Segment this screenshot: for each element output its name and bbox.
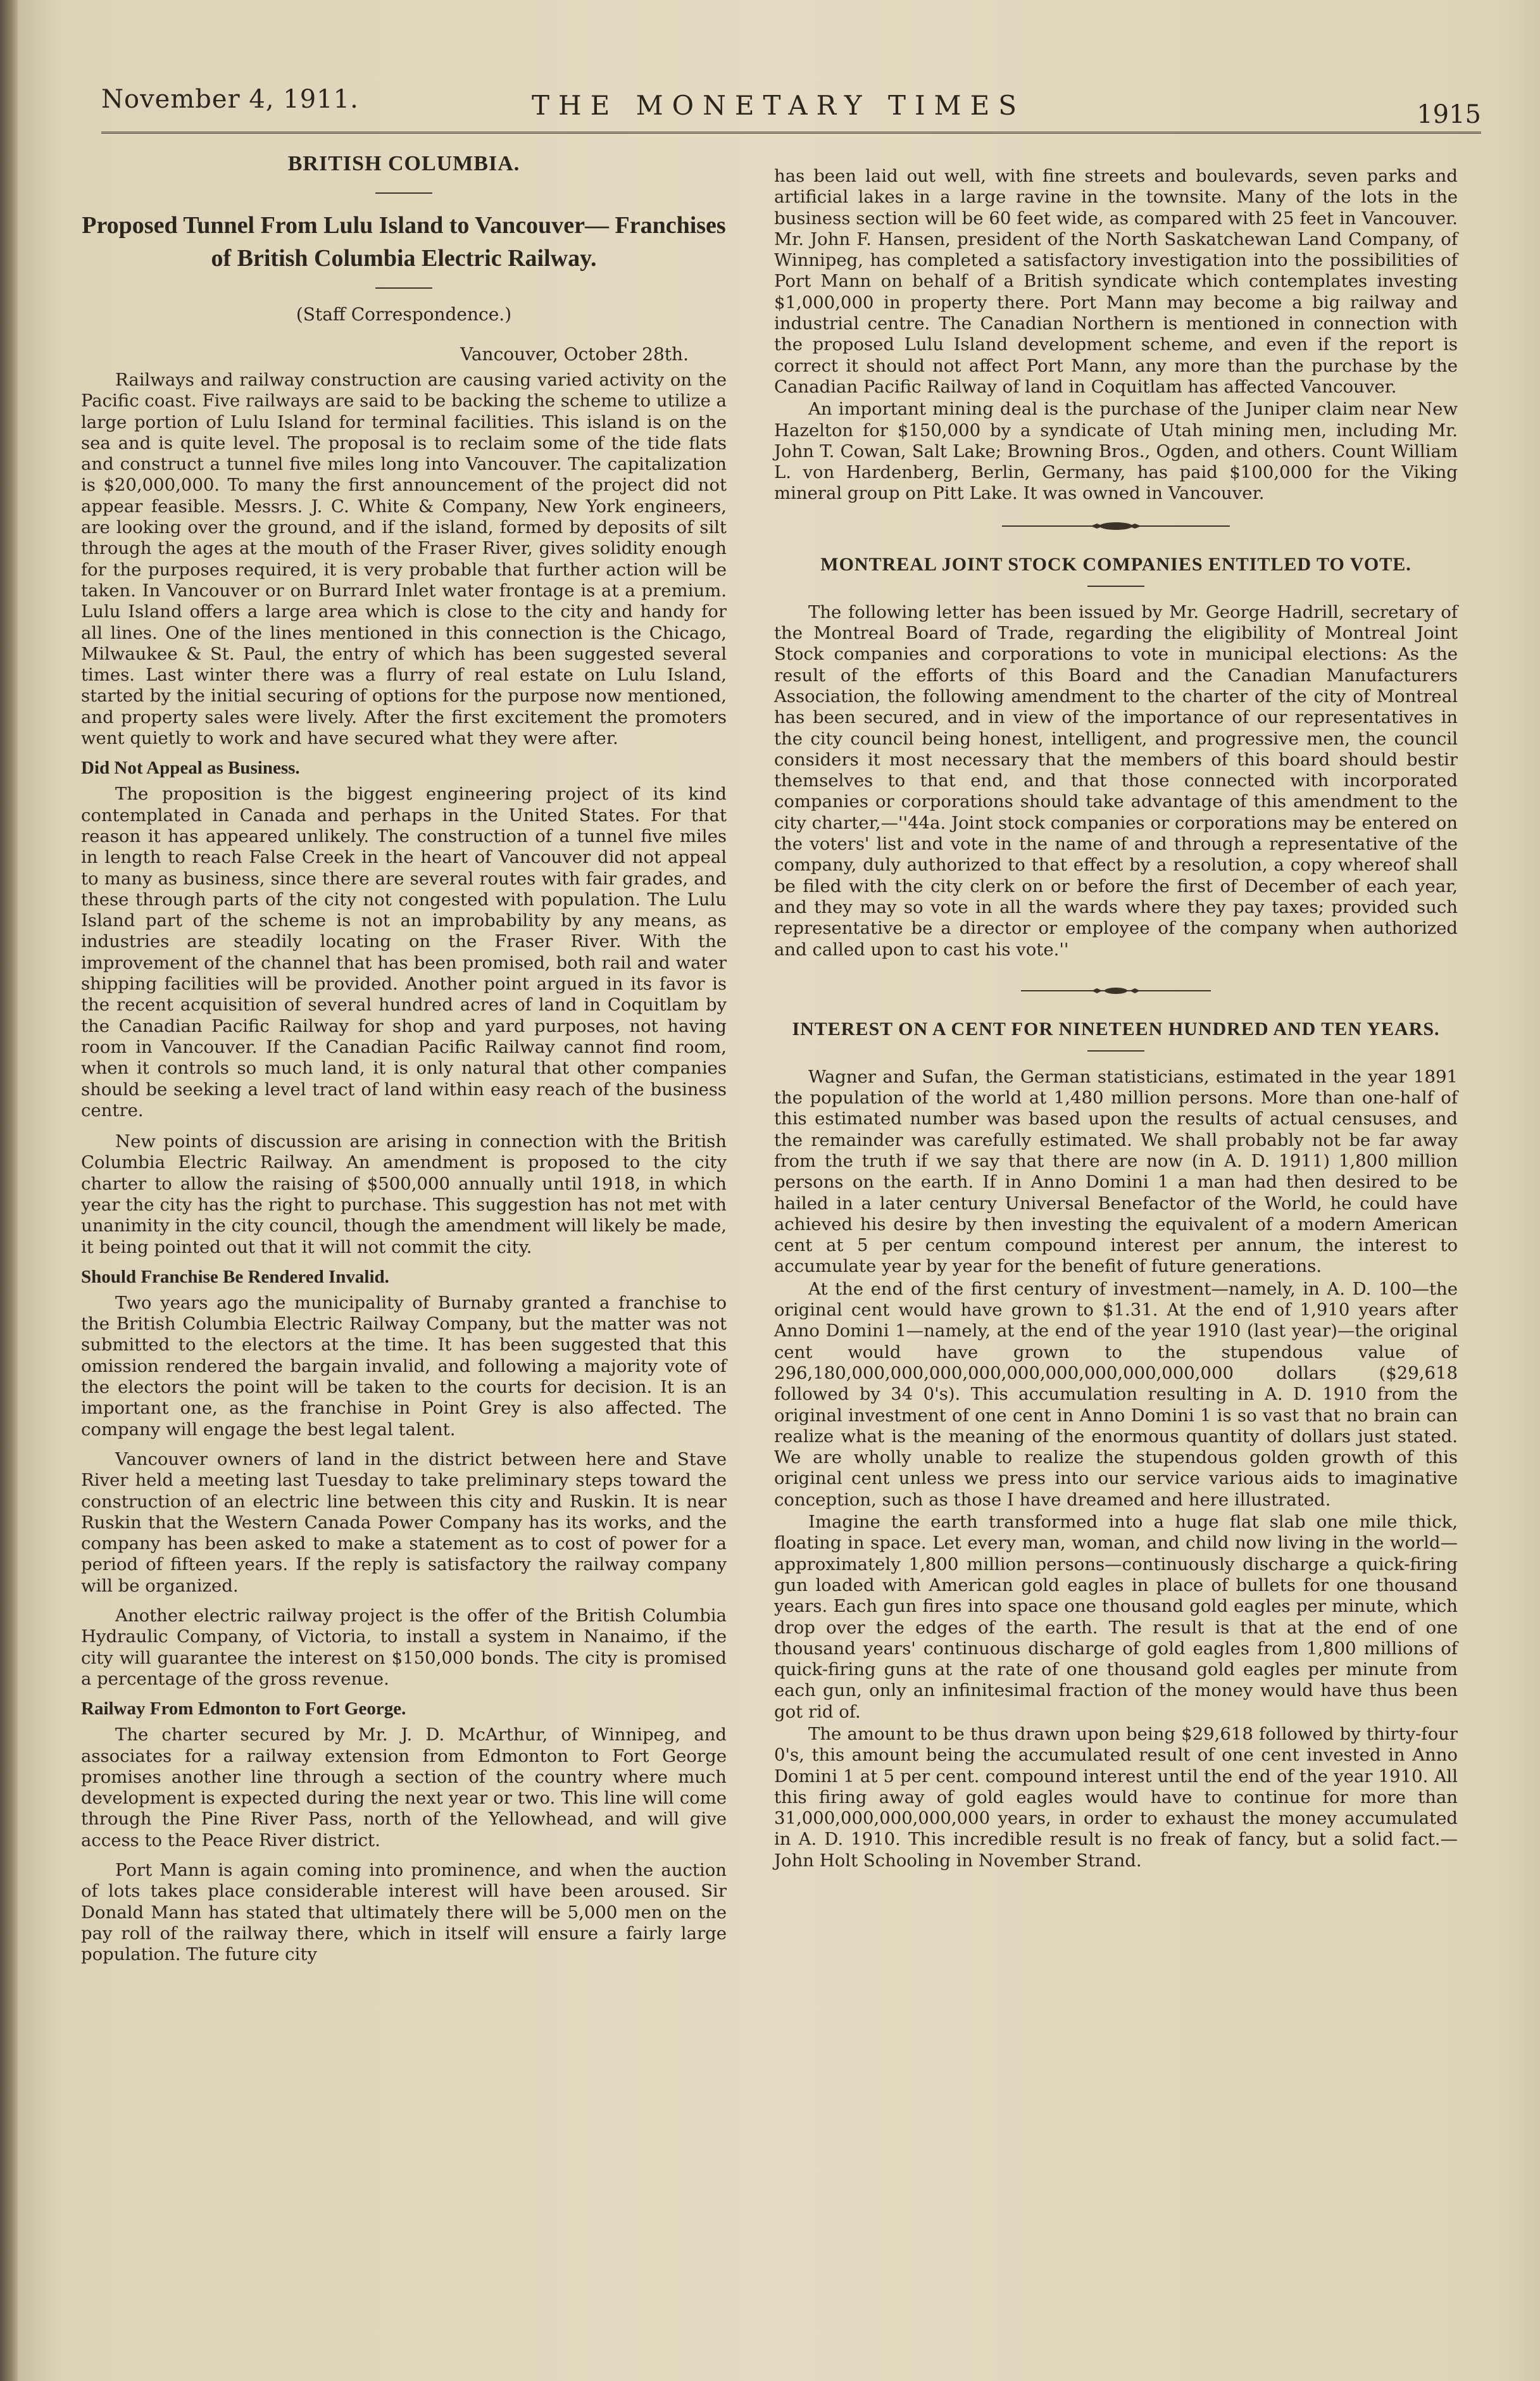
section-title: BRITISH COLUMBIA. [287, 152, 520, 175]
ornament-divider [774, 986, 1458, 996]
binding-shadow [0, 0, 18, 2381]
page-number: 1915 [1417, 100, 1481, 129]
divider [1087, 1050, 1144, 1052]
right-column [774, 166, 1458, 1873]
paragraph: Wagner and Sufan, the German statisticians, estimated in the year 1891 the population of the world at 1,480 million persons. More than one-half of this estimated number was based upon the results of actual censuses, and the remainder was carefully estimated. We shall probably not be far away from the truth if we say that there are now (in A. D. 1911) 1,800 million persons on the earth. If in Anno Domini 1 a man had then desired to be hailed in a later century Universal Benefactor of the World, he could have achieved his desire by then investing the equivalent of a modern American cent at 5 per centum compound interest per annum, the interest to accumulate year by year for the benefit of future generations. [774, 1066, 1458, 1277]
article-title: MONTREAL JOINT STOCK COMPANIES ENTITLED TO VOTE. [820, 553, 1412, 575]
subheading: Did Not Appeal as Business. [81, 758, 300, 779]
masthead [101, 81, 1481, 138]
paragraph: Port Mann is again coming into prominence, and when the auction of lots takes place considerable interest will have been aroused. Sir Donald Mann has stated that ultimately there will be 5,000 men on the pay roll of the railway there, which in itself will ensure a fairly large population. The future city [81, 1860, 727, 1965]
subheading: Railway From Edmonton to Fort George. [81, 1699, 406, 1719]
divider [1087, 586, 1144, 587]
paragraph: Vancouver owners of land in the district between here and Stave River held a meeting last Tuesday to take preliminary steps toward the construction of an electric line between this city and Ruskin. It is near Ruskin that the Western Canada Power Company has its works, and the company has been asked to make a statement as to cost of power for a period of fifteen years. If the reply is satisfactory the railway company will be organized. [81, 1448, 727, 1596]
paragraph: Another electric railway project is the offer of the British Columbia Hydraulic Company, of Victoria, to install a system in Nanaimo, if the city will guarantee the interest on $150,000 bonds. The city is promised a percentage of the gross revenue. [81, 1605, 727, 1689]
issue-date: November 4, 1911. [101, 85, 359, 114]
divider [375, 192, 432, 194]
paragraph: The amount to be thus drawn upon being $29,618 followed by thirty-four 0's, this amount being the accumulated result of one cent invested in Anno Domini 1 at 5 per cent. compound interest until the end of the year 1910. All this firing away of gold eagles would have to continue for more than 31,000,000,000,000,000 years, in order to exhaust the money accumulated in A. D. 1910. This incredible result is no freak of fancy, but a solid fact.—John Holt Schooling in November Strand. [774, 1724, 1458, 1871]
paragraph: Two years ago the municipality of Burnaby granted a franchise to the British Columbia Electric Railway Company, but the matter was not submitted to the electors at the time. It has been suggested that this omission rendered the bargain invalid, and following a majority vote of the electors the point will be taken to the courts for decision. It is an important one, as the franchise in Point Grey is also affected. The company will engage the best legal talent. [81, 1292, 727, 1440]
dateline: Vancouver, October 28th. [460, 344, 689, 365]
paper-title: THE MONETARY TIMES [532, 90, 1025, 121]
article-title: INTEREST ON A CENT FOR NINETEEN HUNDRED AND TEN YEARS. [792, 1018, 1440, 1040]
subheading: Should Franchise Be Rendered Invalid. [81, 1266, 389, 1287]
paragraph: At the end of the first century of investment—namely, in A. D. 100—the original cent would have grown to $1.31. At the end of 1,910 years after Anno Domini 1—namely, at the end of the year 1910 (last year)—the original cent would have grown to the stupendous value of 296,180,000,000,000,000,000,000,000,000,000,000 dollars ($29,618 followed by 34 0's). This accumulation resulting in A. D. 1910 from the original investment of one cent in Anno Domini 1 is so vast that no brain can realize what is the meaning of the enormous quantity of dollars just stated. We are wholly unable to realize the stupendous golden growth of this original cent unless we press into our service various aids to imaginative conception, such as those I have dreamed and here illustrated. [774, 1278, 1458, 1510]
article-headline: Proposed Tunnel From Lulu Island to Vancouver— Franchises of British Columbia Electric Railway. [82, 212, 726, 272]
ornament-divider [774, 521, 1458, 531]
paragraph: An important mining deal is the purchase of the Juniper claim near New Hazelton for $150,000 by a syndicate of Utah mining men, including Mr. John T. Cowan, Salt Lake; Browning Bros., Ogden, and others. Count William L. von Hardenberg, Berlin, Germany, has paid $100,000 for the Viking mineral group on Pitt Lake. It was owned in Vancouver. [774, 399, 1458, 504]
paragraph: has been laid out well, with fine streets and boulevards, seven parks and artificial lakes in a large ravine in the townsite. Many of the lots in the business section will be 60 feet wide, as compared with 25 feet in Vancouver. Mr. John F. Hansen, president of the North Saskatchewan Land Company, of Winnipeg, has completed a satisfactory investigation into the possibilities of Port Mann on behalf of a British syndicate which contemplates investing $1,000,000 in property there. Port Mann may become a big railway and industrial centre. The Canadian Northern is mentioned in connection with the proposed Lulu Island development scheme, and even if the report is correct it should not affect Port Mann, any more than the purchase by the Canadian Pacific Railway of land in Coquitlam has affected Vancouver. [774, 166, 1458, 397]
paragraph: The charter secured by Mr. J. D. McArthur, of Winnipeg, and associates for a railway extension from Edmonton to Fort George promises another line through a section of the country where much development is expected during the next year or two. This line will come through the Pine River Pass, north of the Yellowhead, and will give access to the Peace River district. [81, 1724, 727, 1850]
left-column [81, 152, 727, 1966]
newspaper-page [18, 0, 1540, 2381]
paragraph: The proposition is the biggest engineering project of its kind contemplated in Canada and perhaps in the United States. For that reason it has appeared unlikely. The construction of a tunnel five miles in length to reach False Creek in the heart of Vancouver did not appeal to many as business, since there are several routes with fair grades, and these through parts of the city not congested with population. The Lulu Island part of the scheme is not an improbability by any means, as industries are steadily locating on the Fraser River. With the improvement of the channel that has been promised, both rail and water shipping facilities will be provided. Another point argued in its favor is the recent acquisition of several hundred acres of land in Coquitlam by the Canadian Pacific Railway for shop and yard purposes, not having room in Vancouver. If the Canadian Pacific Railway cannot find room, when it controls so much land, it is only natural that other companies should be seeking a level tract of land within easy reach of the business centre. [81, 784, 727, 1121]
divider [375, 287, 432, 289]
paragraph: Railways and railway construction are causing varied activity on the Pacific coast. Five railways are said to be backing the scheme to utilize a large portion of Lulu Island for terminal facilities. This island is on the sea and is quite level. The proposal is to reclaim some of the tide flats and construct a tunnel five miles long into Vancouver. The capitalization is $20,000,000. To many the first announcement of the project did not appear feasible. Messrs. J. C. White & Company, New York engineers, are looking over the ground, and if the island, formed by deposits of silt through the ages at the mouth of the Fraser River, gives solidity enough for the purposes required, it is very probable that further action will be taken. In Vancouver or on Burrard Inlet water frontage is at a premium. Lulu Island offers a large area which is close to the city and handy for all lines. One of the lines mentioned in this connection is the Chicago, Milwaukee & St. Paul, the entry of which has been suggested several times. Last winter there was a flurry of real estate on Lulu Island, started by the initial securing of options for the purpose now mentioned, and property sales were lively. After the first excitement the promoters went quietly to work and have secured what they were after. [81, 370, 727, 749]
masthead-rule [101, 132, 1481, 134]
paragraph: New points of discussion are arising in connection with the British Columbia Electric Railway. An amendment is proposed to the city charter to allow the raising of $500,000 annually until 1918, in which year the city has the right to purchase. This suggestion has not met with unanimity in the city council, though the amendment will likely be made, it being pointed out that it will not commit the city. [81, 1131, 727, 1257]
paragraph: The following letter has been issued by Mr. George Hadrill, secretary of the Montreal Board of Trade, regarding the eligibility of Montreal Joint Stock companies and corporations to vote in municipal elections: As the result of the efforts of this Board and the Canadian Manufacturers Association, the following amendment to the charter of the city of Montreal has been secured, and in view of the importance of our representatives in the city council being honest, intelligent, and progressive men, the council considers it most necessary that the members of this board should bestir themselves to that end, and that those connected with incorporated companies or corporations should take advantage of this amendment to the city charter,—''44a. Joint stock companies or corporations may be entered on the voters' list and vote in the name of and through a representative of the company, duly authorized to that effect by a resolution, a copy whereof shall be filed with the city clerk on or before the first of December of each year, and they may so vote in all the wards where they pay taxes; provided such representative be a director or employee of the company when authorized and called upon to cast his vote.'' [774, 601, 1458, 960]
paragraph: Imagine the earth transformed into a huge flat slab one mile thick, floating in space. Let every man, woman, and child now living in the world—approximately 1,800 million persons—continuously discharge a quick-firing gun loaded with American gold eagles in place of bullets for one thousand years. Each gun fires into space one thousand gold eagles per minute, which drop over the edges of the earth. The result is that at the end of one thousand years' continuous discharge of gold eagles from 1,800 millions of quick-firing guns at the rate of one thousand gold eagles per minute from each gun, only an infinitesimal fraction of the money would have thus been got rid of. [774, 1512, 1458, 1722]
byline: (Staff Correspondence.) [296, 304, 512, 325]
